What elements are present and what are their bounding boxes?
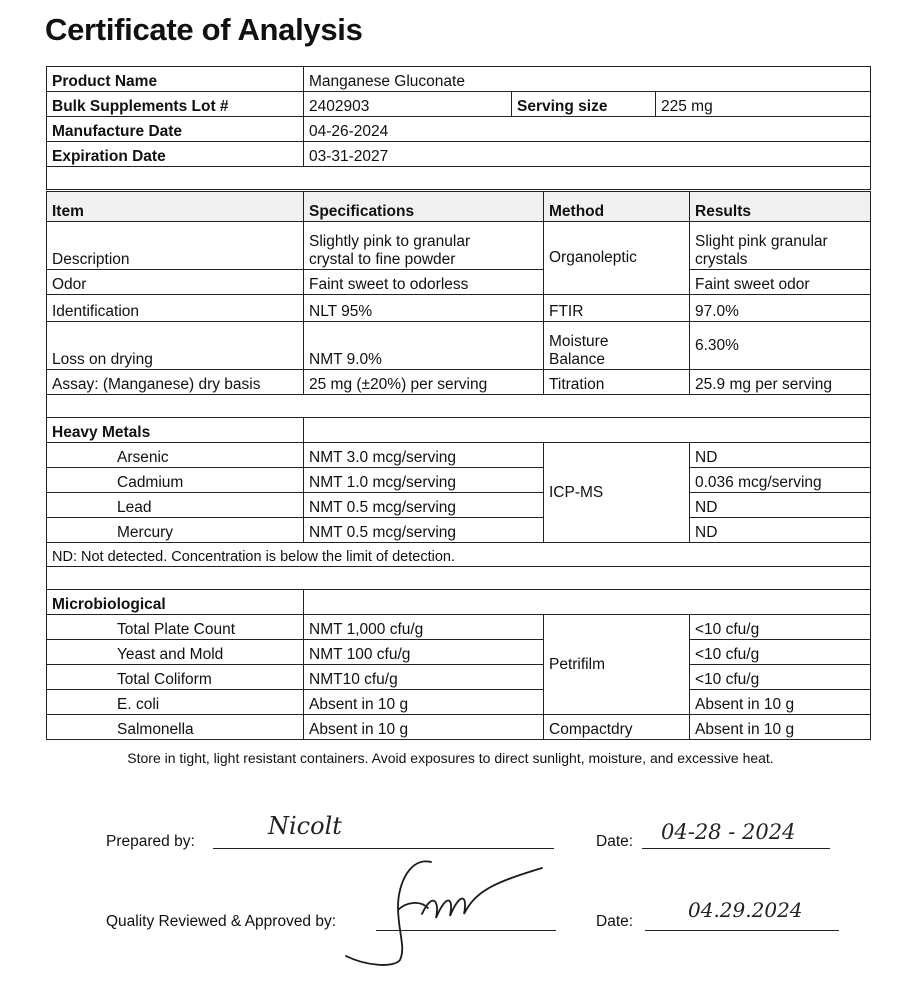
metal-result: ND bbox=[690, 493, 871, 518]
column-header-row bbox=[47, 192, 871, 222]
test-result: 97.0% bbox=[690, 295, 871, 322]
micro-result: Absent in 10 g bbox=[690, 715, 871, 740]
microbiological-method: Petrifilm bbox=[544, 615, 690, 715]
micro-item: E. coli bbox=[47, 690, 304, 715]
test-item: Loss on drying bbox=[47, 322, 304, 370]
expiration-date-value: 03-31-2027 bbox=[304, 142, 871, 167]
micro-spec: Absent in 10 g bbox=[304, 715, 544, 740]
storage-note: Store in tight, light resistant containers. Avoid exposures to direct sunlight, moisture, and excessive heat. bbox=[127, 750, 774, 766]
prepared-by-signature: Nicolt bbox=[268, 812, 342, 840]
analysis-table bbox=[46, 191, 871, 740]
spec-line: crystal to fine powder bbox=[309, 251, 456, 268]
metal-spec: NMT 3.0 mcg/serving bbox=[304, 443, 544, 468]
test-spec: NMT 9.0% bbox=[304, 322, 544, 370]
expiration-date-label: Expiration Date bbox=[47, 142, 304, 167]
result-line: crystals bbox=[695, 251, 748, 268]
metal-item: Mercury bbox=[47, 518, 304, 543]
micro-result: <10 cfu/g bbox=[690, 640, 871, 665]
test-item: Description bbox=[47, 222, 304, 270]
product-name-row bbox=[47, 67, 871, 92]
nd-note: ND: Not detected. Concentration is below the limit of detection. bbox=[47, 543, 871, 567]
approved-by-label: Quality Reviewed & Approved by: bbox=[106, 913, 337, 930]
spacer-row bbox=[47, 567, 871, 590]
test-method bbox=[544, 322, 690, 370]
column-header-results: Results bbox=[690, 192, 871, 222]
micro-item: Salmonella bbox=[47, 715, 304, 740]
table-row bbox=[47, 640, 871, 665]
test-spec: NLT 95% bbox=[304, 295, 544, 322]
test-item: Odor bbox=[47, 270, 304, 295]
microbiological-heading: Microbiological bbox=[47, 590, 304, 615]
test-result bbox=[690, 222, 871, 270]
lot-value: 2402903 bbox=[304, 92, 512, 117]
test-result: 25.9 mg per serving bbox=[690, 370, 871, 395]
table-row bbox=[47, 518, 871, 543]
table-row bbox=[47, 468, 871, 493]
test-spec: Faint sweet to odorless bbox=[304, 270, 544, 295]
table-row bbox=[47, 443, 871, 468]
micro-item: Yeast and Mold bbox=[47, 640, 304, 665]
table-row bbox=[47, 715, 871, 740]
test-row-identification bbox=[47, 295, 871, 322]
prepared-date-value: 04-28 - 2024 bbox=[661, 820, 796, 844]
heavy-metals-heading: Heavy Metals bbox=[47, 418, 304, 443]
test-method: Titration bbox=[544, 370, 690, 395]
micro-spec: NMT 100 cfu/g bbox=[304, 640, 544, 665]
heavy-metals-heading-row bbox=[47, 418, 871, 443]
test-row-odor bbox=[47, 270, 871, 295]
product-name-value: Manganese Gluconate bbox=[304, 67, 871, 92]
approved-date-value: 04.29.2024 bbox=[688, 898, 803, 922]
micro-result: Absent in 10 g bbox=[690, 690, 871, 715]
spacer-row bbox=[47, 395, 871, 418]
expiration-date-row bbox=[47, 142, 871, 167]
spacer-row bbox=[47, 167, 871, 190]
manufacture-date-label: Manufacture Date bbox=[47, 117, 304, 142]
metal-item: Arsenic bbox=[47, 443, 304, 468]
test-row-loss-on-drying bbox=[47, 322, 871, 370]
metal-spec: NMT 1.0 mcg/serving bbox=[304, 468, 544, 493]
micro-result: <10 cfu/g bbox=[690, 665, 871, 690]
page-title: Certificate of Analysis bbox=[45, 12, 363, 47]
micro-item: Total Plate Count bbox=[47, 615, 304, 640]
metal-item: Lead bbox=[47, 493, 304, 518]
table-row bbox=[47, 665, 871, 690]
micro-item: Total Coliform bbox=[47, 665, 304, 690]
table-row bbox=[47, 690, 871, 715]
micro-result: <10 cfu/g bbox=[690, 615, 871, 640]
lot-row bbox=[47, 92, 871, 117]
column-header-item: Item bbox=[47, 192, 304, 222]
microbiological-method-salmonella: Compactdry bbox=[544, 715, 690, 740]
lot-label: Bulk Supplements Lot # bbox=[47, 92, 304, 117]
heavy-metals-method: ICP-MS bbox=[544, 443, 690, 543]
product-name-label: Product Name bbox=[47, 67, 304, 92]
table-row bbox=[47, 615, 871, 640]
prepared-by-signature-line bbox=[213, 828, 554, 849]
micro-spec: NMT10 cfu/g bbox=[304, 665, 544, 690]
test-spec: 25 mg (±20%) per serving bbox=[304, 370, 544, 395]
approved-date-label: Date: bbox=[596, 913, 634, 930]
test-item: Identification bbox=[47, 295, 304, 322]
metal-spec: NMT 0.5 mcg/serving bbox=[304, 493, 544, 518]
metal-item: Cadmium bbox=[47, 468, 304, 493]
metal-result: ND bbox=[690, 443, 871, 468]
column-header-specifications: Specifications bbox=[304, 192, 544, 222]
method-line: Moisture bbox=[549, 333, 609, 350]
prepared-by-label: Prepared by: bbox=[106, 833, 195, 850]
test-result: Faint sweet odor bbox=[690, 270, 871, 295]
test-method: Organoleptic bbox=[544, 222, 690, 295]
method-line: Balance bbox=[549, 351, 606, 368]
approved-by-signature-scribble bbox=[336, 852, 551, 970]
test-spec bbox=[304, 222, 544, 270]
test-item: Assay: (Manganese) dry basis bbox=[47, 370, 304, 395]
column-header-method: Method bbox=[544, 192, 690, 222]
prepared-date-label: Date: bbox=[596, 833, 634, 850]
nd-note-row bbox=[47, 543, 871, 567]
metal-result: 0.036 mcg/serving bbox=[690, 468, 871, 493]
serving-size-label: Serving size bbox=[512, 92, 656, 117]
micro-spec: Absent in 10 g bbox=[304, 690, 544, 715]
test-result: 6.30% bbox=[690, 322, 871, 370]
microbiological-heading-row bbox=[47, 590, 871, 615]
manufacture-date-value: 04-26-2024 bbox=[304, 117, 871, 142]
micro-spec: NMT 1,000 cfu/g bbox=[304, 615, 544, 640]
test-row-assay bbox=[47, 370, 871, 395]
result-line: Slight pink granular bbox=[695, 233, 828, 250]
serving-size-value: 225 mg bbox=[656, 92, 871, 117]
product-info-table bbox=[46, 66, 871, 190]
metal-result: ND bbox=[690, 518, 871, 543]
manufacture-date-row bbox=[47, 117, 871, 142]
table-row bbox=[47, 493, 871, 518]
test-row-description bbox=[47, 222, 871, 270]
metal-spec: NMT 0.5 mcg/serving bbox=[304, 518, 544, 543]
test-method: FTIR bbox=[544, 295, 690, 322]
spec-line: Slightly pink to granular bbox=[309, 233, 471, 250]
